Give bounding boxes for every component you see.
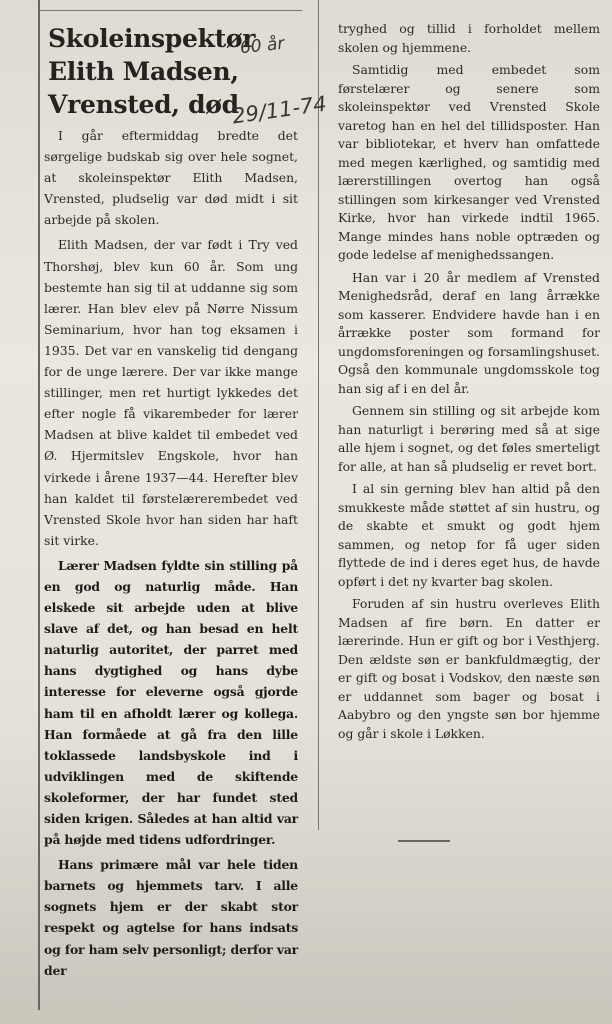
paragraph-positions: Samtidig med embedet som førstelærer og senere som skoleinspektør ved Vrensted Skole varetog han en hel del tillidsposter. Han var bibliotekar, et hverv han omfattede med megen kærlighed, og samtidig med lærerstillingen overtog han også stillingen som kirkesanger ved Vrensted Kirke, hvor han virkede indtil 1965. Mange mindes hans noble optræden og gode ledelse af menighedssangen. [338, 62, 600, 262]
paragraph-goals: Hans primære mål var hele tiden barnets og hjemmets tarv. I alle sognets hjem er der skabt stor respekt og agtelse for hans indsats og for ham selv personligt; derfor var der [44, 857, 298, 978]
headline-line-2: Elith Madsen, [48, 57, 239, 86]
article-column-right [338, 20, 600, 743]
column-divider [318, 0, 319, 830]
headline-line-1: Skoleinspektør [48, 24, 256, 53]
end-rule [398, 840, 450, 842]
article-column-left [44, 22, 298, 981]
paragraph-teaching: Lærer Madsen fyldte sin stilling på en god og naturlig måde. Han elskede sit arbejde uden at blive slave af det, og han besad en helt naturlig autoritet, der parret med hans dygtighed og hans dybe interesse for eleverne også gjorde ham til en afholdt lærer og kollega. Han formåede at gå fra den lille toklassede landsbyskole ind i udviklingen med de skiftende skoleformer, der har fundet sted siden krigen. Således at han altid var på højde med tidens udfordringer. [44, 557, 298, 848]
headline-line-3: Vrensted, død [48, 90, 239, 119]
column-border-top [40, 10, 302, 11]
column-border-left [38, 0, 40, 1010]
handwritten-age-note: 60 år [239, 33, 286, 59]
paragraph-family: Foruden af sin hustru overleves Elith Madsen af fire børn. En datter er lærerinde. Hun er gift og bor i Vesthjerg. Den ældste søn er bankfuldmægtig, der er gift og bosat i Vodskov, den næste søn er uddannet som bager og bosat i Aabybro og den yngste søn bor hjemme og går i skole i Løkken. [338, 596, 600, 741]
paragraph-trust: tryghed og tillid i forholdet mellem skolen og hjemmene. [338, 21, 600, 55]
paragraph-wife: I al sin gerning blev han altid på den smukkeste måde støttet af sin hustru, og de skabte et smukt og godt hjem sammen, og netop for få uger siden flyttede de ind i deres eget hus, de havde opført i det ny kvarter bag skolen. [338, 481, 600, 589]
paragraph-loss: Gennem sin stilling og sit arbejde kom han naturligt i berøring med så at sige alle hjem i sognet, og det føles smerteligt for alle, at han så pludselig er revet bort. [338, 403, 600, 474]
paragraph-council: Han var i 20 år medlem af Vrensted Menighedsråd, deraf en lang årrække som kasserer. Endvidere havde han i en årrække poster som formand for ungdomsforeningen og forsamlingshuset. Også den kommunale ungdomsskole tog han sig af i en del år. [338, 269, 600, 396]
paragraph-biography: Elith Madsen, der var født i Try ved Thorshøj, blev kun 60 år. Som ung bestemte han sig til at uddanne sig som lærer. Han blev elev på Nørre Nissum Seminarium, hvor han tog eksamen i 1935. Det var en vanskelig tid dengang for de unge lærere. Der var ikke mange stillinger, men ret hurtigt lykkedes det efter nogle få vikarembeder for lærer Madsen at blive kaldet til embedet ved Ø. Hjermitslev Engskole, hvor han virkede i årene 1937—44. Herefter blev han kaldet til førstelærerembedet ved Vrensted Skole hvor han siden har haft sit virke. [44, 237, 298, 548]
handwritten-date-note: 29/11-74 [230, 91, 329, 129]
paragraph-intro: I går eftermiddag bredte det sørgelige budskab sig over hele sognet, at skoleinspektør Elith Madsen, Vrensted, pludselig var død midt i sit arbejde på skolen. [44, 128, 298, 228]
